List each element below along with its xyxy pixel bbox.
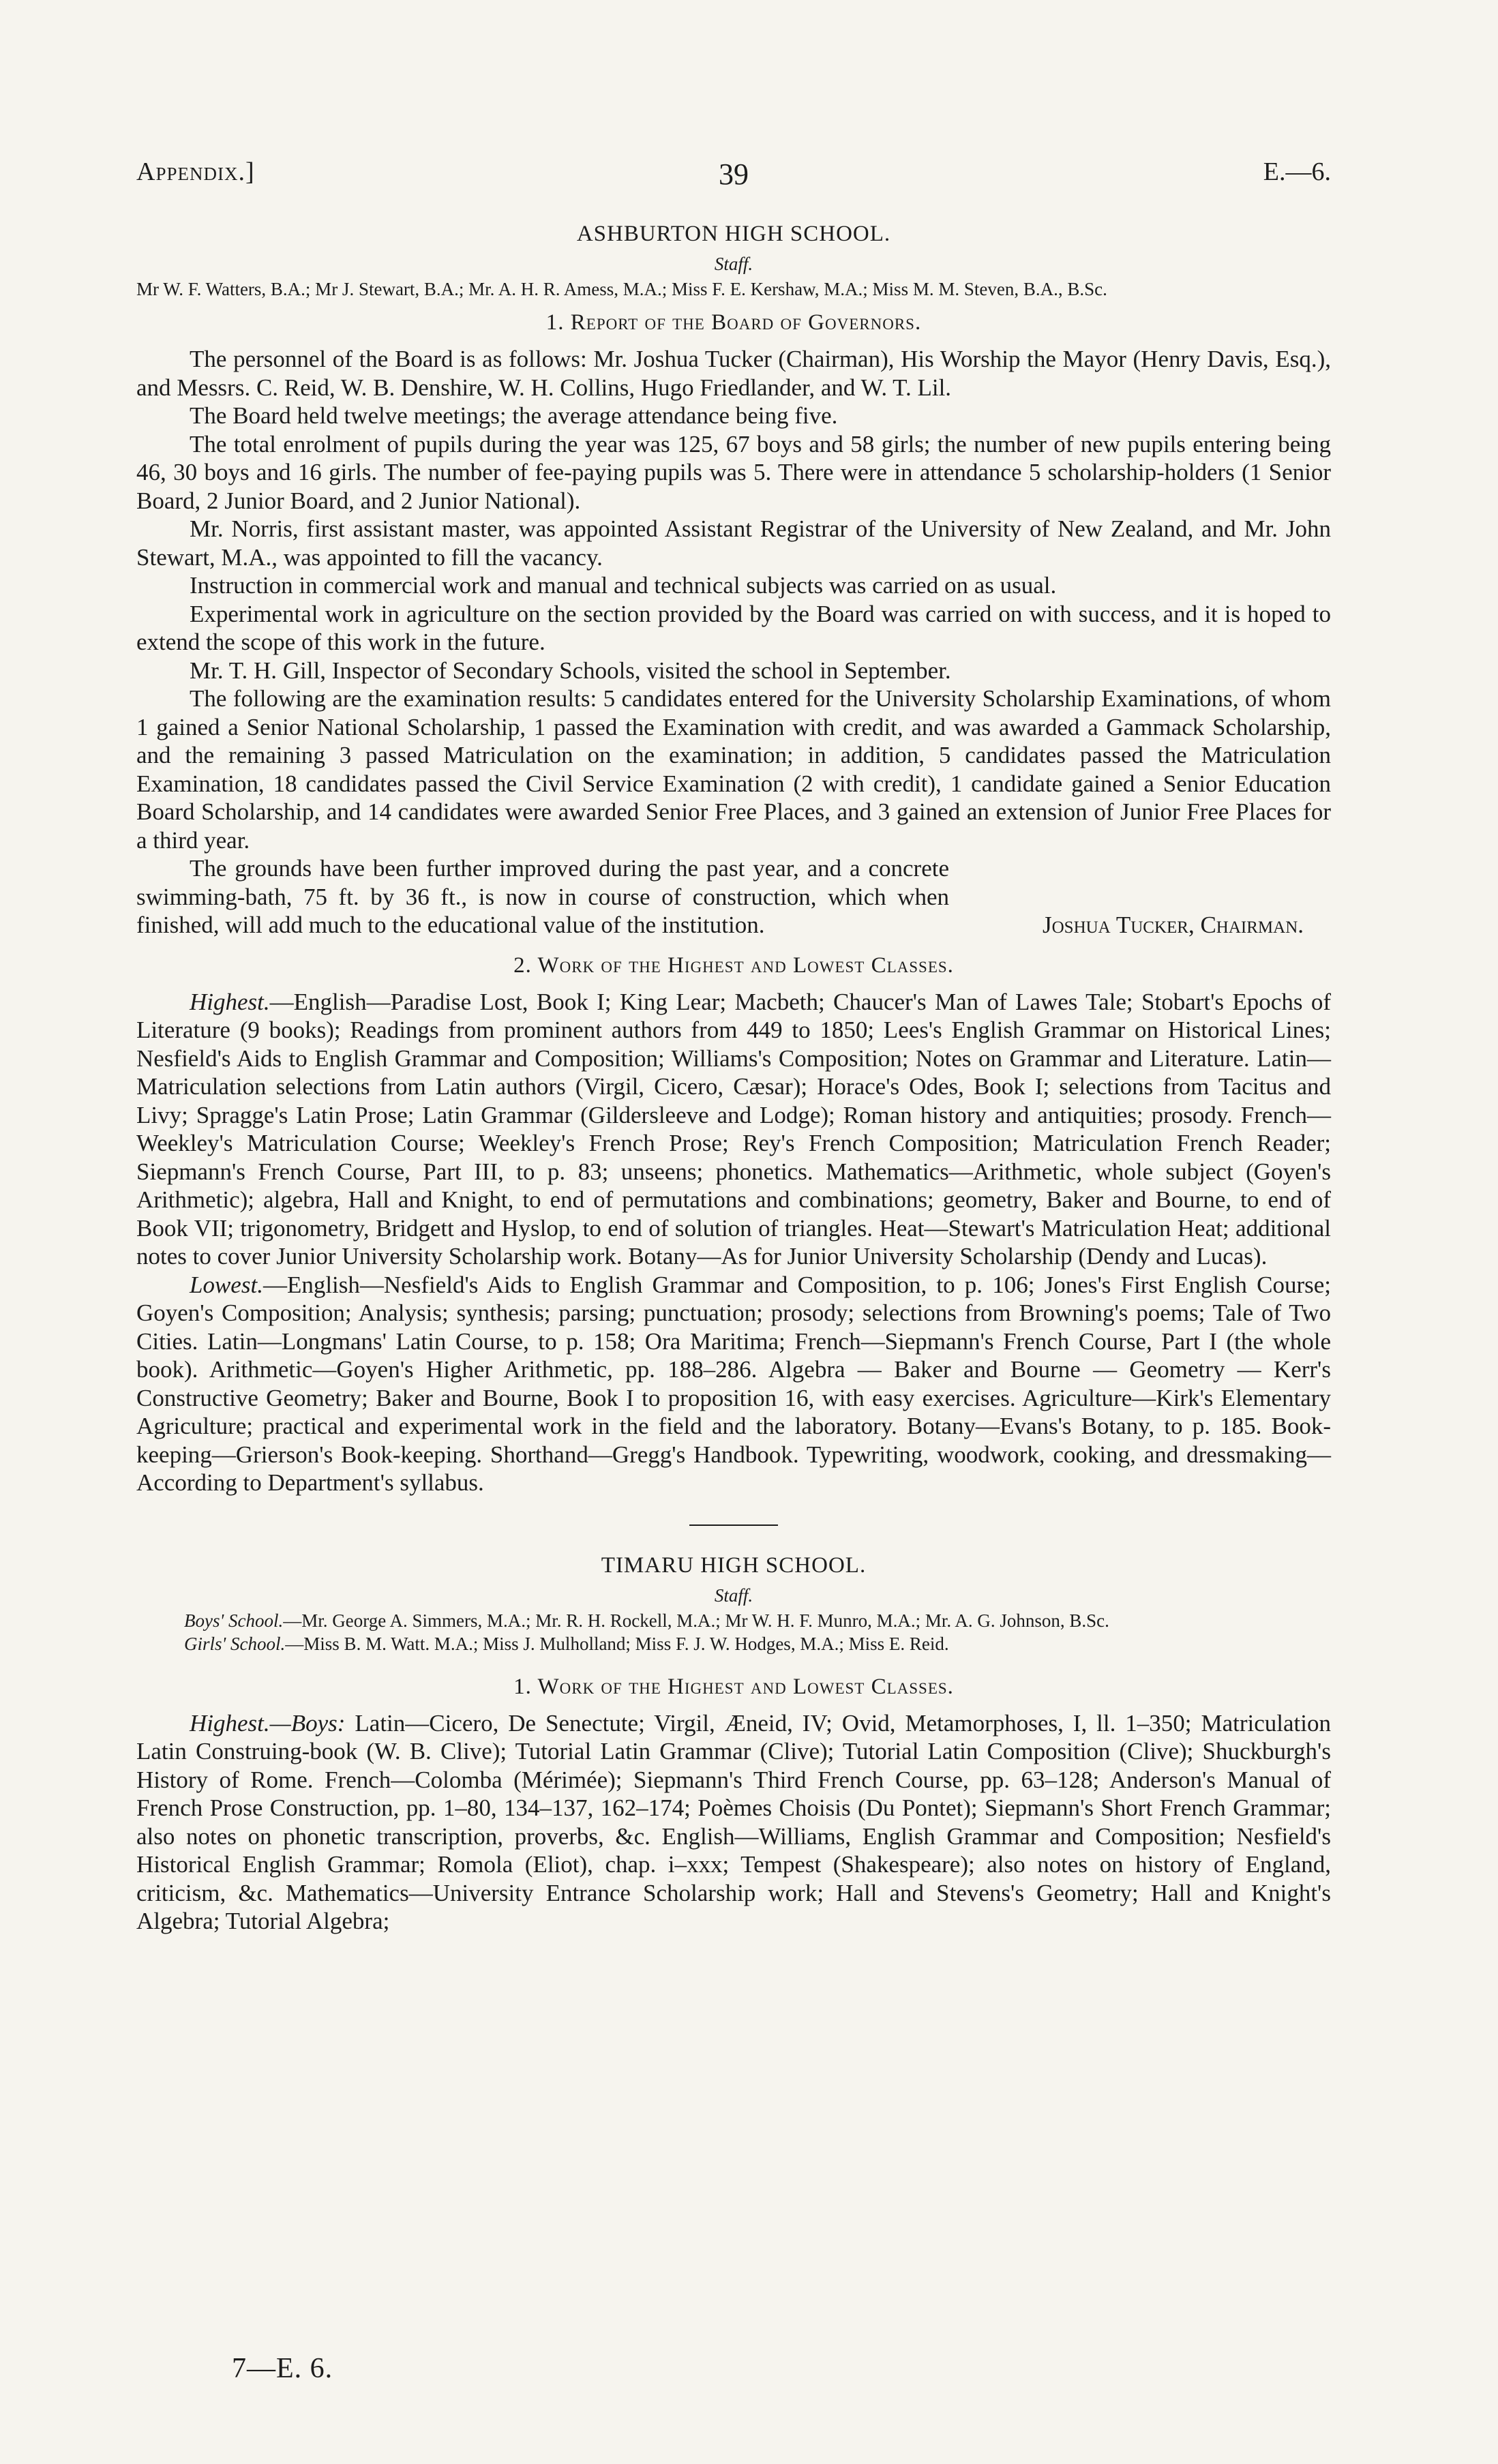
girls-school-label: Girls' School. [184,1633,286,1654]
timaru-highest-classes [136,1709,1331,1936]
ashburton-highest-classes [136,988,1331,1271]
page-number: 39 [719,157,749,191]
document-code: E.—6. [1263,157,1331,186]
highest-label: Highest. [190,988,270,1015]
timaru-work-heading: 1. Work of the Highest and Lowest Classes. [513,1674,954,1699]
report-paragraph: The grounds have been further improved during the past year, and a concrete swimming-bath, 75 ft. by 36 ft., is now in course of construction, which when finished, will add much to the educational value of the institution. [136,855,949,938]
boys-staff-text: —Mr. George A. Simmers, M.A.; Mr. R. H. Rockell, M.A.; Mr W. H. F. Munro, M.A.; Mr. A. G. Johnson, B.Sc. [283,1610,1109,1631]
ashburton-work-heading: 2. Work of the Highest and Lowest Classes. [513,952,954,978]
ashburton-lowest-classes [136,1271,1331,1497]
ashburton-title: ASHBURTON HIGH SCHOOL. [576,222,891,246]
timaru-highest-text: Latin—Cicero, De Senectute; Virgil, Æneid, IV; Ovid, Metamorphoses, I, ll. 1–350; Matriculation Latin Construing-book (W. B. Clive); Tutorial Latin Grammar (Clive); Tutorial Latin Composition (Clive); Shuckburgh's History of Rome. French—Colomba (Mérimée); Siepmann's Third French Course, pp. 63–128; Anderson's Manual of French Prose Construction, pp. 1–80, 134–137, 162–174; Poèmes Choisis (Du Pontet); Siepmann's Short French Grammar; also notes on phonetic transcription, proverbs, &c. English—Williams, English Grammar and Composition; Nesfield's Historical English Grammar; Romola (Eliot), chap. i–xxx; Tempest (Shakespeare); also notes on history of England, criticism, &c. Mathematics—University Entrance Scholarship work; Hall and Stevens's Geometry; Hall and Knight's Algebra; Tutorial Algebra; [136,1709,1331,1934]
report-paragraph: The total enrolment of pupils during the year was 125, 67 boys and 58 girls; the number of new pupils entering being 46, 30 boys and 16 girls. The number of fee-paying pupils was 5. There were in attendance 5 scholarship-holders (1 Senior Board, 2 Junior Board, and 2 Junior National). [136,430,1331,514]
report-paragraph: The Board held twelve meetings; the average attendance being five. [190,402,838,429]
boys-school-label: Boys' School. [184,1610,284,1631]
highest-text: —English—Paradise Lost, Book I; King Lear; Macbeth; Chaucer's Man of Lawes Tale; Stobart's Epochs of Literature (9 books); Readings from prominent authors from 449 to 1850; Lees's English Grammar on Historical Lines; Nesfield's Aids to English Grammar and Composition; Williams's Composition; Notes on Grammar and Literature. Latin—Matriculation selections from Latin authors (Virgil, Cicero, Cæsar); Horace's Odes, Book I; selections from Tacitus and Livy; Spragge's Latin Prose; Latin Grammar (Gildersleeve and Lodge); Roman history and antiquities; prosody. French—Weekley's Matriculation Course; Weekley's French Prose; Rey's French Composition; Matriculation French Reader; Siepmann's French Course, Part III, to p. 83; unseens; phonetics. Mathematics—Arithmetic, whole subject (Goyen's Arithmetic); algebra, Hall and Knight, to end of permutations and combinations; geometry, Baker and Bourne, to end of Book VII; trigonometry, Bridgett and Hyslop, to end of solution of triangles. Heat—Stewart's Matriculation Heat; additional notes to cover Junior University Scholarship work. Botany—As for Junior University Scholarship (Dendy and Lucas). [136,988,1331,1269]
ashburton-staff-list: Mr W. F. Watters, B.A.; Mr J. Stewart, B.A.; Mr. A. H. R. Amess, M.A.; Miss F. E. Kershaw, M.A.; Miss M. M. Steven, B.A., B.Sc. [136,279,1107,299]
ashburton-staff-label: Staff. [714,254,753,274]
page-content [136,222,1331,1936]
running-head [136,157,1331,198]
printer-signature-mark: 7—E. 6. [232,2353,333,2384]
report-signature-row [136,911,1331,940]
lowest-label: Lowest. [190,1271,263,1298]
chairman-signature: Joshua Tucker, Chairman. [1042,911,1304,938]
report-paragraph: The personnel of the Board is as follows: Mr. Joshua Tucker (Chairman), His Worship the Mayor (Henry Davis, Esq.), and Messrs. C. Reid, W. B. Denshire, W. H. Collins, Hugo Friedlander, and W. T. Lil. [136,346,1331,401]
section-divider [689,1524,778,1526]
timaru-boys-staff [136,1609,1331,1632]
report-paragraph: Experimental work in agriculture on the section provided by the Board was carried on with success, and it is hoped to extend the scope of this work in the future. [136,600,1331,655]
timaru-title: TIMARU HIGH SCHOOL. [601,1552,867,1578]
timaru-staff-label: Staff. [714,1584,753,1606]
report-paragraph: Instruction in commercial work and manual and technical subjects was carried on as usual. [190,572,1057,599]
ashburton-report-heading: 1. Report of the Board of Governors. [545,310,922,335]
timaru-girls-staff [136,1632,1331,1655]
appendix-label: Appendix.] [136,157,255,186]
timaru-highest-label: Highest.—Boys: [190,1709,346,1737]
report-paragraph: Mr. Norris, first assistant master, was appointed Assistant Registrar of the University of New Zealand, and Mr. John Stewart, M.A., was appointed to fill the vacancy. [136,515,1331,571]
report-paragraph: Mr. T. H. Gill, Inspector of Secondary Schools, visited the school in September. [190,657,951,684]
lowest-text: —English—Nesfield's Aids to English Grammar and Composition, to p. 106; Jones's First English Course; Goyen's Composition; Analysis; synthesis; parsing; punctuation; prosody; selections from Browning's poems; Tale of Two Cities. Latin—Longmans' Latin Course, to p. 158; Ora Maritima; French—Siepmann's French Course, Part I (the whole book). Arithmetic—Goyen's Higher Arithmetic, pp. 188–286. Algebra — Baker and Bourne — Geometry — Kerr's Constructive Geometry; Baker and Bourne, Book I to proposition 16, with easy exercises. Agriculture—Kirk's Elementary Agriculture; practical and experimental work in the field and the laboratory. Botany—Evans's Botany, to p. 185. Book-keeping—Grierson's Book-keeping. Shorthand—Gregg's Handbook. Typewriting, woodwork, cooking, and dressmaking—According to Department's syllabus. [136,1271,1331,1496]
girls-staff-text: —Miss B. M. Watt. M.A.; Miss J. Mulholland; Miss F. J. W. Hodges, M.A.; Miss E. Reid. [285,1633,949,1654]
report-paragraph: The following are the examination results: 5 candidates entered for the University Scholarship Examinations, of whom 1 gained a Senior National Scholarship, 1 passed the Examination with credit, and was awarded a Gammack Scholarship, and the remaining 3 passed Matriculation on the examination; in addition, 5 candidates passed the Matriculation Examination, 18 candidates passed the Civil Service Examination (2 with credit), 1 candidate gained a Senior Education Board Scholarship, and 14 candidates were awarded Senior Free Places, and 3 gained an extension of Junior Free Places for a third year. [136,685,1331,854]
